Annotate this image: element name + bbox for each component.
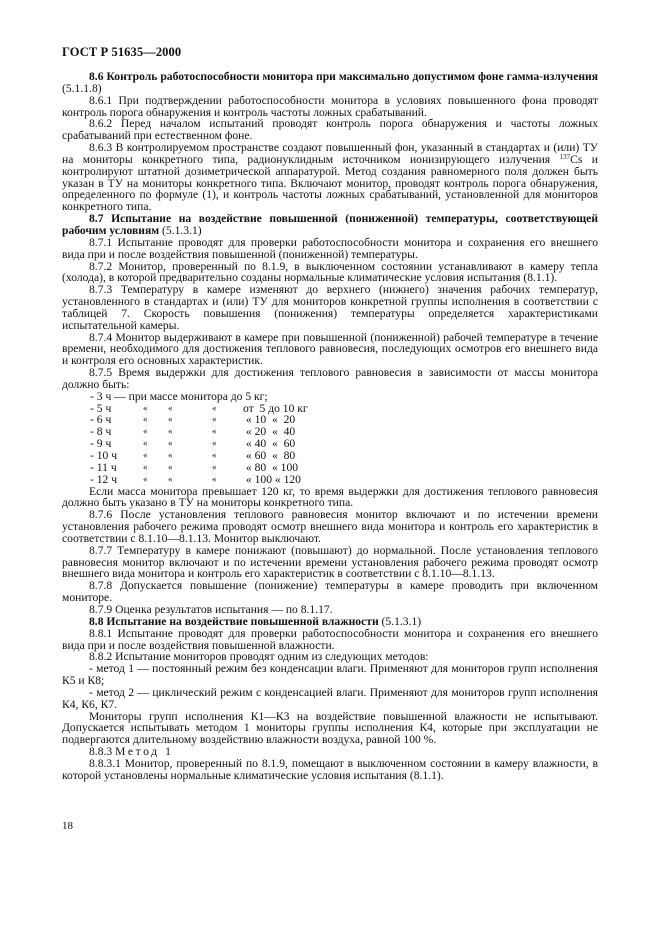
page-number: 18 (62, 820, 73, 832)
method-2-item: - метод 2 — циклический режим с конденсацией влаги. Применяют для мониторов групп исполнения К4, К6, К7. (62, 685, 598, 711)
ditto-mark: « (143, 414, 148, 425)
time: - 5 ч (90, 401, 112, 415)
paragraph-8-7-2: 8.7.2 Монитор, проверенный по 8.1.9, в выключенном состоянии устанавливают в камеру тепла (холода), в которой предварительно созданы нормальные климатические условия испытания (8.1.1). (62, 259, 598, 285)
ditto-mark: « (212, 402, 217, 413)
heading-text: 8.6 Контроль работоспособности монитора при максимально допустимом фоне гамма-излучения (89, 70, 598, 83)
heading-ref: (5.1.3.1) (162, 223, 202, 237)
paragraph-8-7-9: 8.7.9 Оценка результатов испытания — по 8.1.17. (89, 602, 333, 616)
paragraph-8-7-1: 8.7.1 Испытание проводят для проверки работоспособности монитора и сохранения его внешнего вида при и после воздействия повышенной (пониженной) температуры. (62, 235, 598, 261)
ditto-mark: « (143, 461, 148, 472)
mass-range: « 100 « 120 (243, 472, 301, 486)
text: Cs и контролируют штатной дозиметрической аппаратурой. Метод создания равномерного поля должен быть указан в ТУ на мониторы конкретного типа. Включают монитор, проводят контроль порога обнаружения, определенного по формуле (1), и контроль частоты ложных срабатываний, установленной для мониторов конкретного типа. (62, 152, 598, 214)
list-item (62, 462, 598, 474)
mass-range: « 60 « 80 (243, 449, 296, 462)
heading-ref: (5.1.1.8) (62, 81, 102, 95)
mass-range: « 10 « 20 (243, 413, 296, 427)
list-item (62, 426, 598, 438)
time: - 12 ч (90, 472, 118, 486)
mass-range: « 80 « 100 (243, 460, 299, 474)
ditto-mark: « (168, 414, 173, 425)
text: 8.6.3 В контролируемом пространстве создают повышенный фон, указанный в стандартах и (или) ТУ на мониторы конкретного типа, радионуклидным источником ионизирующего излучения (62, 141, 598, 166)
paragraph-8-7-8: 8.7.8 Допускается повышение (понижение) температуры в камере проводить при включенном мониторе. (62, 579, 598, 605)
time: - 10 ч (90, 449, 118, 462)
ditto-mark: « (143, 426, 148, 437)
paragraph-8-7-5-note: Если масса монитора превышает 120 кг, то время выдержки для достижения теплового равновесия должно быть указано в ТУ на мониторы конкретного типа. (62, 484, 598, 510)
ditto-mark: « (143, 473, 148, 484)
paragraph-8-7-7: 8.7.7 Температуру в камере понижают (повышают) до нормальной. После установления теплового равновесия монитор включают и по истечении времени установления рабочего режима проводят осмотр внешнего вида монитора и контроль его характеристик в соответствии с 8.1.10—8.1.13. (62, 543, 598, 581)
clause-title: Метод 1 (115, 745, 174, 759)
document-header: ГОСТ Р 51635—2000 (62, 45, 182, 59)
ditto-mark: « (143, 450, 148, 460)
mass-range: « 40 « 60 (243, 437, 296, 451)
heading-ref: (5.1.3.1) (381, 614, 422, 628)
ditto-mark: « (212, 473, 217, 484)
isotope-superscript: 137 (559, 152, 571, 161)
ditto-mark: « (212, 426, 217, 437)
paragraph-8-6-2: 8.6.2 Перед началом испытаний проводят контроль порога обнаружения и частоты ложных срабатываний при естественном фоне. (62, 117, 598, 143)
paragraph-8-7-5: 8.7.5 Время выдержки для достижения теплового равновесия в зависимости от массы монитора должно быть: (62, 366, 598, 391)
paragraph-8-6-3 (62, 142, 598, 213)
clause-number: 8.8.3 (89, 745, 116, 759)
paragraph-8-8-3-1: 8.8.3.1 Монитор, проверенный по 8.1.9, помещают в выключенном состоянии в камеру влажности, в которой установлены нормальные климатические условия испытания (8.1.1). (62, 756, 598, 782)
ditto-mark: « (168, 461, 173, 472)
paragraph-8-7-4: 8.7.4 Монитор выдерживают в камере при повышенной (пониженной) рабочей температуре в течение времени, необходимого для достижения теплового равновесия, последующих осмотров его внешнего вида и контроля его основных характеристик. (62, 330, 598, 368)
ditto-mark: « (168, 473, 173, 484)
holding-time-list (62, 391, 598, 486)
section-heading-8-8 (62, 616, 598, 628)
ditto-mark: « (168, 426, 173, 437)
ditto-mark: « (212, 461, 217, 472)
list-item (62, 438, 598, 450)
ditto-mark: « (212, 450, 217, 460)
list-item (62, 474, 598, 486)
mass-range: « 20 « 40 (243, 425, 296, 439)
heading-text: 8.7 Испытание на воздействие повышенной (пониженной) температуры, соответствующей рабочим условиям (62, 212, 598, 237)
ditto-mark: « (212, 438, 217, 449)
section-heading-8-7 (62, 213, 598, 237)
paragraph-8-7-6: 8.7.6 После установления теплового равновесия монитор включают и по истечении времени установления рабочего режима проводят осмотр внешнего вида монитора и контроль его характеристик в соответствии с 8.1.10—8.1.13. Монитор выключают. (62, 508, 598, 545)
time: - 11 ч (90, 460, 117, 474)
time: - 8 ч (90, 425, 112, 439)
time: - 6 ч (90, 413, 112, 427)
paragraph-8-8-2-note: Мониторы групп исполнения К1—К3 на воздействие повышенной влажности не испытывают. Допускается испытывать методом 1 мониторы группы исполнения К4, которые при эксплуатации не подвергаются длительному воздействию влажности воздуха, равной 100 %. (62, 709, 598, 747)
method-1-item: - метод 1 — постоянный режим без конденсации влаги. Применяют для мониторов групп исполнения К5 и К8; (62, 662, 598, 688)
mass-range: от 5 до 10 кг (243, 401, 308, 415)
heading-text: 8.8 Испытание на воздействие повышенной влажности (89, 614, 379, 628)
paragraph-8-8-2: 8.8.2 Испытание мониторов проводят одним из следующих методов: (89, 650, 429, 664)
ditto-mark: « (143, 402, 148, 413)
ditto-mark: « (168, 402, 173, 413)
paragraph-8-8-1: 8.8.1 Испытание проводят для проверки работоспособности монитора и сохранения его внешнего вида при и после воздействия повышенной влажности. (62, 626, 598, 652)
document-body (62, 71, 598, 782)
list-item (62, 414, 598, 426)
list-item (62, 403, 598, 415)
ditto-mark: « (212, 414, 217, 425)
section-heading-8-6 (62, 71, 598, 95)
ditto-mark: « (168, 438, 173, 449)
paragraph-8-6-1: 8.6.1 При подтверждении работоспособности монитора в условиях повышенного фона проводят контроль порога обнаружения и контроль частоты ложных срабатываний. (62, 93, 598, 119)
list-item (62, 450, 598, 462)
ditto-mark: « (168, 450, 173, 460)
time: - 9 ч (90, 437, 112, 451)
list-item (62, 391, 598, 403)
paragraph-8-7-3: 8.7.3 Температуру в камере изменяют до верхнего (нижнего) значения рабочих температур, установленного в стандартах и (или) ТУ для мониторов конкретной группы исполнения в соответствии с таблицей 7. Скорость повышения (понижения) температуры определяется характеристиками испытательной камеры. (62, 283, 598, 332)
list-item-text: - 3 ч — при массе монитора до 5 кг; (90, 389, 268, 403)
ditto-mark: « (143, 438, 148, 449)
